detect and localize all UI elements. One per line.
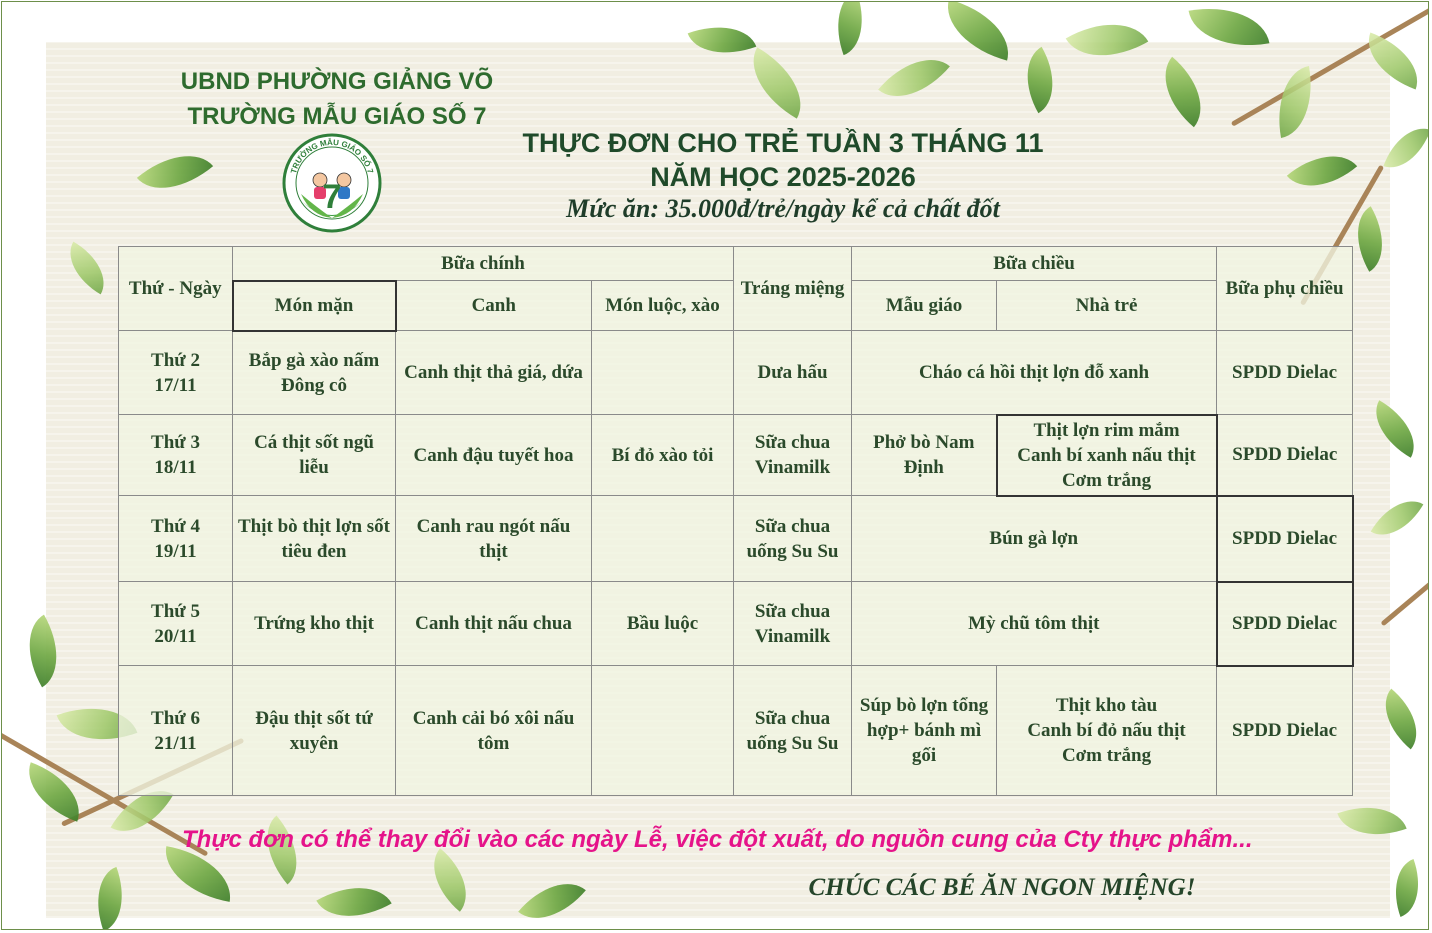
savory-cell: Bắp gà xào nấm Đông cô [233, 331, 396, 415]
dessert-cell: Dưa hấu [734, 331, 852, 415]
snack-cell: SPDD Dielac [1217, 582, 1353, 666]
title-line-2: NĂM HỌC 2025-2026 [650, 162, 916, 192]
day-cell: Thứ 2 17/11 [119, 331, 233, 415]
header-day: Thứ - Ngày [119, 247, 233, 331]
soup-cell: Canh đậu tuyết hoa [396, 415, 592, 496]
school-logo [281, 132, 383, 234]
dessert-cell: Sữa chua Vinamilk [734, 582, 852, 666]
day-cell: Thứ 5 20/11 [119, 582, 233, 666]
boiled-cell [592, 666, 734, 796]
table-row [119, 415, 1353, 496]
boiled-cell [592, 331, 734, 415]
day-cell: Thứ 4 19/11 [119, 496, 233, 582]
logo-number: 7 [322, 178, 342, 216]
afternoon-cell: Bún gà lợn [852, 496, 1217, 582]
table-row [119, 331, 1353, 415]
menu-poster [1, 1, 1429, 930]
soup-cell: Canh rau ngót nấu thịt [396, 496, 592, 582]
header-main-meal: Bữa chính [233, 247, 734, 281]
snack-cell: SPDD Dielac [1217, 496, 1353, 582]
day-cell: Thứ 3 18/11 [119, 415, 233, 496]
afternoon-cell: Cháo cá hồi thịt lợn đỗ xanh [852, 331, 1217, 415]
dessert-cell: Sữa chua uống Su Su [734, 496, 852, 582]
org-line-1: UBND PHƯỜNG GIẢNG VÕ [180, 68, 494, 95]
boiled-cell: Bầu luộc [592, 582, 734, 666]
dessert-cell: Sữa chua Vinamilk [734, 415, 852, 496]
header-dessert: Tráng miệng [734, 247, 852, 331]
header-snack: Bữa phụ chiều [1217, 247, 1353, 331]
dessert-cell: Sữa chua uống Su Su [734, 666, 852, 796]
savory-cell: Thịt bò thịt lợn sốt tiêu đen [233, 496, 396, 582]
kindergarten-cell: Phở bò Nam Định [852, 415, 997, 496]
logo-text: TRƯỜNG MẪU GIÁO SỐ 7 [289, 137, 375, 175]
table-row [119, 666, 1353, 796]
header-row-1 [119, 247, 1353, 281]
header-nursery: Nhà trẻ [997, 281, 1217, 331]
day-cell: Thứ 6 21/11 [119, 666, 233, 796]
nursery-cell: Thịt kho tàu Canh bí đỏ nấu thịt Cơm trắng [997, 666, 1217, 796]
org-line-2: TRƯỜNG MẪU GIÁO SỐ 7 [187, 103, 487, 130]
snack-cell: SPDD Dielac [1217, 666, 1353, 796]
header-kindergarten: Mẫu giáo [852, 281, 997, 331]
savory-cell: Cá thịt sốt ngũ liễu [233, 415, 396, 496]
organization-header [152, 64, 522, 134]
change-notice: Thực đơn có thể thay đổi vào các ngày Lễ, việc đột xuất, do nguồn cung của Cty thực phẩm... [182, 826, 1253, 853]
soup-cell: Canh thịt thả giá, dứa [396, 331, 592, 415]
snack-cell: SPDD Dielac [1217, 331, 1353, 415]
header-savory: Món mặn [233, 281, 396, 331]
title-line-1: THỰC ĐƠN CHO TRẺ TUẦN 3 THÁNG 11 [522, 128, 1044, 158]
soup-cell: Canh thịt nấu chua [396, 582, 592, 666]
afternoon-cell: Mỳ chũ tôm thịt [852, 582, 1217, 666]
menu-title [432, 126, 1134, 194]
header-soup: Canh [396, 281, 592, 331]
menu-subtitle: Mức ăn: 35.000đ/trẻ/ngày kể cả chất đốt [566, 194, 1000, 223]
menu-table [118, 246, 1354, 796]
table-row [119, 582, 1353, 666]
header-afternoon: Bữa chiều [852, 247, 1217, 281]
kindergarten-cell: Súp bò lợn tổng hợp+ bánh mì gối [852, 666, 997, 796]
savory-cell: Đậu thịt sốt tứ xuyên [233, 666, 396, 796]
table-row [119, 496, 1353, 582]
soup-cell: Canh cải bó xôi nấu tôm [396, 666, 592, 796]
snack-cell: SPDD Dielac [1217, 415, 1353, 496]
boiled-cell: Bí đỏ xào tỏi [592, 415, 734, 496]
nursery-cell: Thịt lợn rim mắm Canh bí xanh nấu thịt Cơm trắng [997, 415, 1217, 496]
savory-cell: Trứng kho thịt [233, 582, 396, 666]
closing-wish: CHÚC CÁC BÉ ĂN NGON MIỆNG! [808, 874, 1196, 901]
header-boiled: Món luộc, xào [592, 281, 734, 331]
boiled-cell [592, 496, 734, 582]
